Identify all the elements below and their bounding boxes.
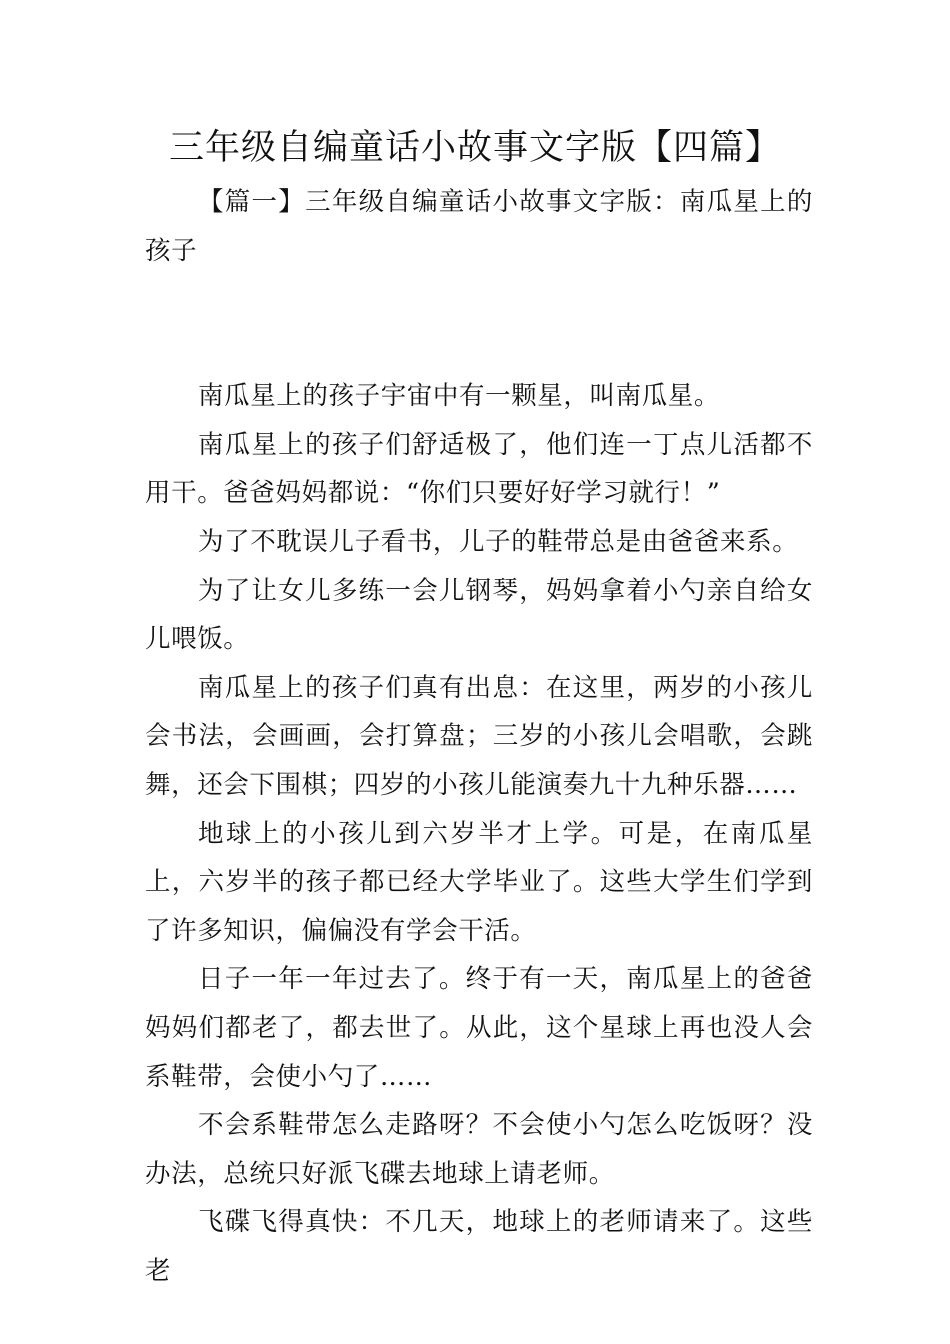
paragraph: 为了不耽误儿子看书，儿子的鞋带总是由爸爸来系。 <box>198 526 799 557</box>
paragraph: 地球上的小孩儿到六岁半才上学。可是，在南瓜星上，六岁半的孩子都已经大学毕业了。这些大学生们学到了许多知识，偏偏没有学会干活。 <box>145 818 813 946</box>
document-title: 三年级自编童话小故事文字版【四篇】 <box>168 128 781 168</box>
paragraph: 飞碟飞得真快：不几天，地球上的老师请来了。这些老 <box>145 1207 813 1286</box>
paragraph: 南瓜星上的孩子宇宙中有一颗星，叫南瓜星。 <box>198 381 721 412</box>
section-heading: 【篇一】三年级自编童话小故事文字版：南瓜星上的孩子 <box>145 187 813 266</box>
paragraph: 不会系鞋带怎么走路呀？不会使小勺怎么吃饭呀？没办法，总统只好派飞碟去地球上请老师。 <box>145 1110 813 1189</box>
paragraph: 南瓜星上的孩子们舒适极了，他们连一丁点儿活都不用干。爸爸妈妈都说：“你们只要好好学习就行！” <box>145 429 813 509</box>
paragraph: 日子一年一年过去了。终于有一天，南瓜星上的爸爸妈妈们都老了，都去世了。从此，这个星球上再也没人会系鞋带，会使小勺了…… <box>145 964 813 1092</box>
section-gap <box>145 275 813 372</box>
document-body <box>145 178 813 1295</box>
paragraph: 为了让女儿多练一会儿钢琴，妈妈拿着小勺亲自给女儿喂饭。 <box>145 575 813 655</box>
paragraph: 南瓜星上的孩子们真有出息：在这里，两岁的小孩儿会书法，会画画，会打算盘；三岁的小孩儿会唱歌，会跳舞，还会下围棋；四岁的小孩儿能演奏九十九种乐器…… <box>145 672 813 800</box>
